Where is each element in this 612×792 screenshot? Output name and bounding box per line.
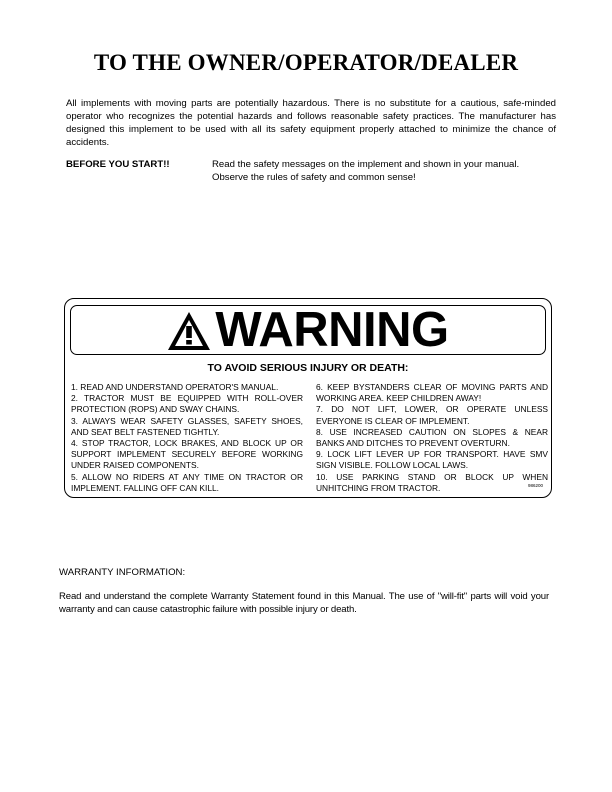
- warning-item: 7. DO NOT LIFT, LOWER, OR OPERATE UNLESS EVERYONE IS CLEAR OF IMPLEMENT.: [316, 404, 548, 426]
- warning-heading: WARNING: [215, 303, 449, 357]
- warning-right-column: [316, 382, 548, 494]
- intro-paragraph: All implements with moving parts are potentially hazardous. There is no substitute for a cautious, safe-minded operator who recognizes the potential hazards and follows reasonable safety practices. The manufacturer has designed this implement to be used with all its safety equipment properly attached to minimize the chance of accidents.: [66, 98, 556, 148]
- warning-item: 5. ALLOW NO RIDERS AT ANY TIME ON TRACTOR OR IMPLEMENT. FALLING OFF CAN KILL.: [71, 471, 303, 493]
- before-you-start-line-2: Observe the rules of safety and common sense!: [212, 172, 416, 183]
- alert-triangle-icon: [167, 311, 211, 351]
- before-you-start-line-1: Read the safety messages on the implement and shown in your manual.: [212, 159, 520, 170]
- warning-banner: [70, 305, 546, 355]
- before-you-start-text: [212, 158, 552, 184]
- warning-item: 9. LOCK LIFT LEVER UP FOR TRANSPORT. HAVE SMV SIGN VISIBLE. FOLLOW LOCAL LAWS.: [316, 449, 548, 471]
- warranty-label: WARRANTY INFORMATION:: [59, 567, 186, 578]
- warning-item: 1. READ AND UNDERSTAND OPERATOR'S MANUAL.: [71, 382, 279, 392]
- warranty-text: Read and understand the complete Warranty Statement found in this Manual. The use of "will-fit" parts will void your warranty and can cause catastrophic failure with possible injury or death.: [59, 591, 549, 615]
- warning-left-column: [71, 382, 303, 494]
- warning-item: 8. USE INCREASED CAUTION ON SLOPES & NEAR BANKS AND DITCHES TO PREVENT OVERTURN.: [316, 426, 548, 449]
- warning-item: 10. USE PARKING STAND OR BLOCK UP WHEN UNHITCHING FROM TRACTOR.: [316, 471, 548, 493]
- before-you-start-label: BEFORE YOU START!!: [66, 159, 170, 170]
- warning-item: 3. ALWAYS WEAR SAFETY GLASSES, SAFETY SHOES, AND SEAT BELT FASTENED TIGHTLY.: [71, 415, 303, 437]
- warning-item: 4. STOP TRACTOR, LOCK BRAKES, AND BLOCK UP OR SUPPORT IMPLEMENT SECURELY BEFORE WORKING UNDER RAISED COMPONENTS.: [71, 438, 303, 471]
- warning-item: 2. TRACTOR MUST BE EQUIPPED WITH ROLL-OVER PROTECTION (ROPS) AND SWAY CHAINS.: [71, 393, 303, 415]
- warning-decal: [64, 298, 552, 498]
- decal-part-code: 986200: [527, 483, 543, 488]
- warning-subheading: TO AVOID SERIOUS INJURY OR DEATH:: [207, 362, 409, 374]
- warning-item: 6. KEEP BYSTANDERS CLEAR OF MOVING PARTS AND WORKING AREA. KEEP CHILDREN AWAY!: [316, 382, 548, 404]
- page-title: TO THE OWNER/OPERATOR/DEALER: [93, 50, 519, 75]
